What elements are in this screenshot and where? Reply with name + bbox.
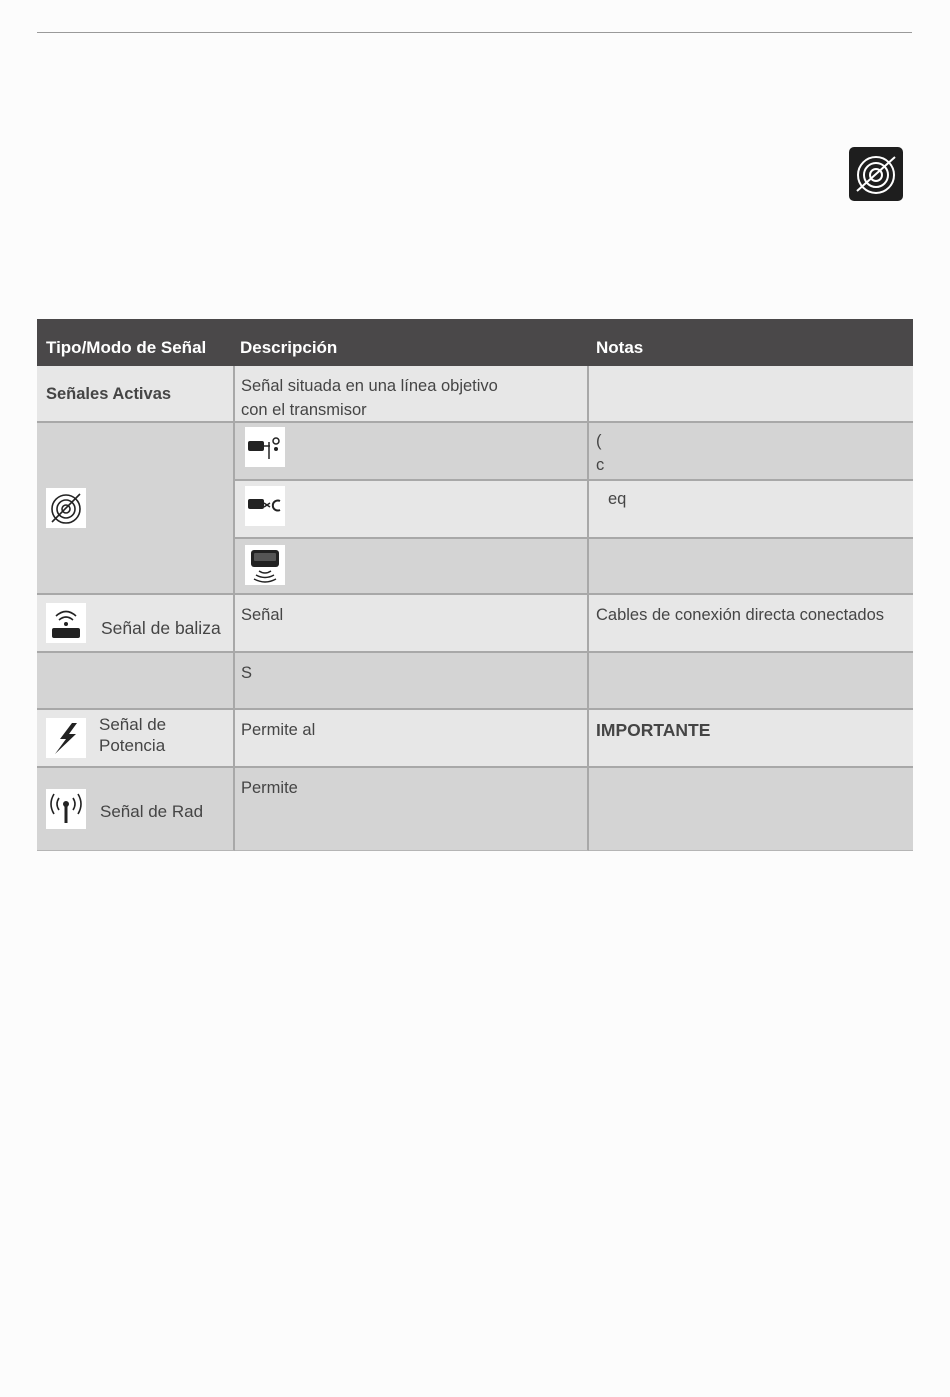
potencia-label xyxy=(99,714,166,756)
baliza-note: Cables de conexión directa conectados xyxy=(596,606,885,624)
rad-label: Señal de Rad xyxy=(100,802,204,821)
row-baliza-label xyxy=(37,595,235,653)
group-note-line3: eq xyxy=(608,490,627,508)
activas-label: Señales Activas xyxy=(46,384,172,403)
no-signal-icon xyxy=(849,147,903,201)
potencia-desc: Permite al xyxy=(241,721,316,739)
group-note-a xyxy=(589,423,913,481)
activas-desc-line2: con el transmisor xyxy=(241,401,367,419)
signal-table xyxy=(37,319,913,851)
row-blank-desc xyxy=(235,653,589,710)
group-type-cell xyxy=(37,423,235,595)
row-rad-desc xyxy=(235,768,589,851)
lightning-icon xyxy=(46,718,86,758)
baliza-desc: Señal xyxy=(241,606,284,624)
clamp-icon xyxy=(245,486,285,526)
group-note-line2: c xyxy=(596,456,605,474)
group-sub1-desc xyxy=(235,423,589,481)
blank-desc: S xyxy=(241,664,253,682)
header-descripcion: Descripción xyxy=(235,319,589,366)
group-note-c xyxy=(589,539,913,595)
direct-connection-icon xyxy=(245,427,285,467)
potencia-label-line2: Potencia xyxy=(99,736,166,755)
activas-desc-line1: Señal situada en una línea objetivo xyxy=(241,377,498,395)
beacon-icon xyxy=(46,603,86,643)
row-potencia-label xyxy=(37,710,235,768)
row-blank-label xyxy=(37,653,235,710)
header-tipo: Tipo/Modo de Señal xyxy=(37,319,235,366)
header-notas: Notas xyxy=(589,319,913,366)
radio-antenna-icon xyxy=(46,789,86,829)
row-potencia-note xyxy=(589,710,913,768)
top-rule xyxy=(37,32,912,33)
row-baliza-note xyxy=(589,595,913,653)
row-activas-desc xyxy=(235,366,589,423)
row-blank-note xyxy=(589,653,913,710)
row-baliza-desc xyxy=(235,595,589,653)
potencia-note: IMPORTANTE xyxy=(596,720,711,740)
baliza-label: Señal de baliza xyxy=(101,618,221,638)
row-potencia-desc xyxy=(235,710,589,768)
induction-icon xyxy=(245,545,285,585)
group-note-line1: ( xyxy=(596,432,602,450)
group-note-b xyxy=(589,481,913,539)
active-signal-icon xyxy=(46,488,86,528)
group-sub3-desc xyxy=(235,539,589,595)
row-rad-label xyxy=(37,768,235,851)
row-rad-note xyxy=(589,768,913,851)
rad-desc: Permite xyxy=(241,779,298,797)
potencia-label-line1: Señal de xyxy=(99,715,167,734)
row-activas-note xyxy=(589,366,913,423)
group-sub2-desc xyxy=(235,481,589,539)
row-activas-label xyxy=(37,366,235,423)
